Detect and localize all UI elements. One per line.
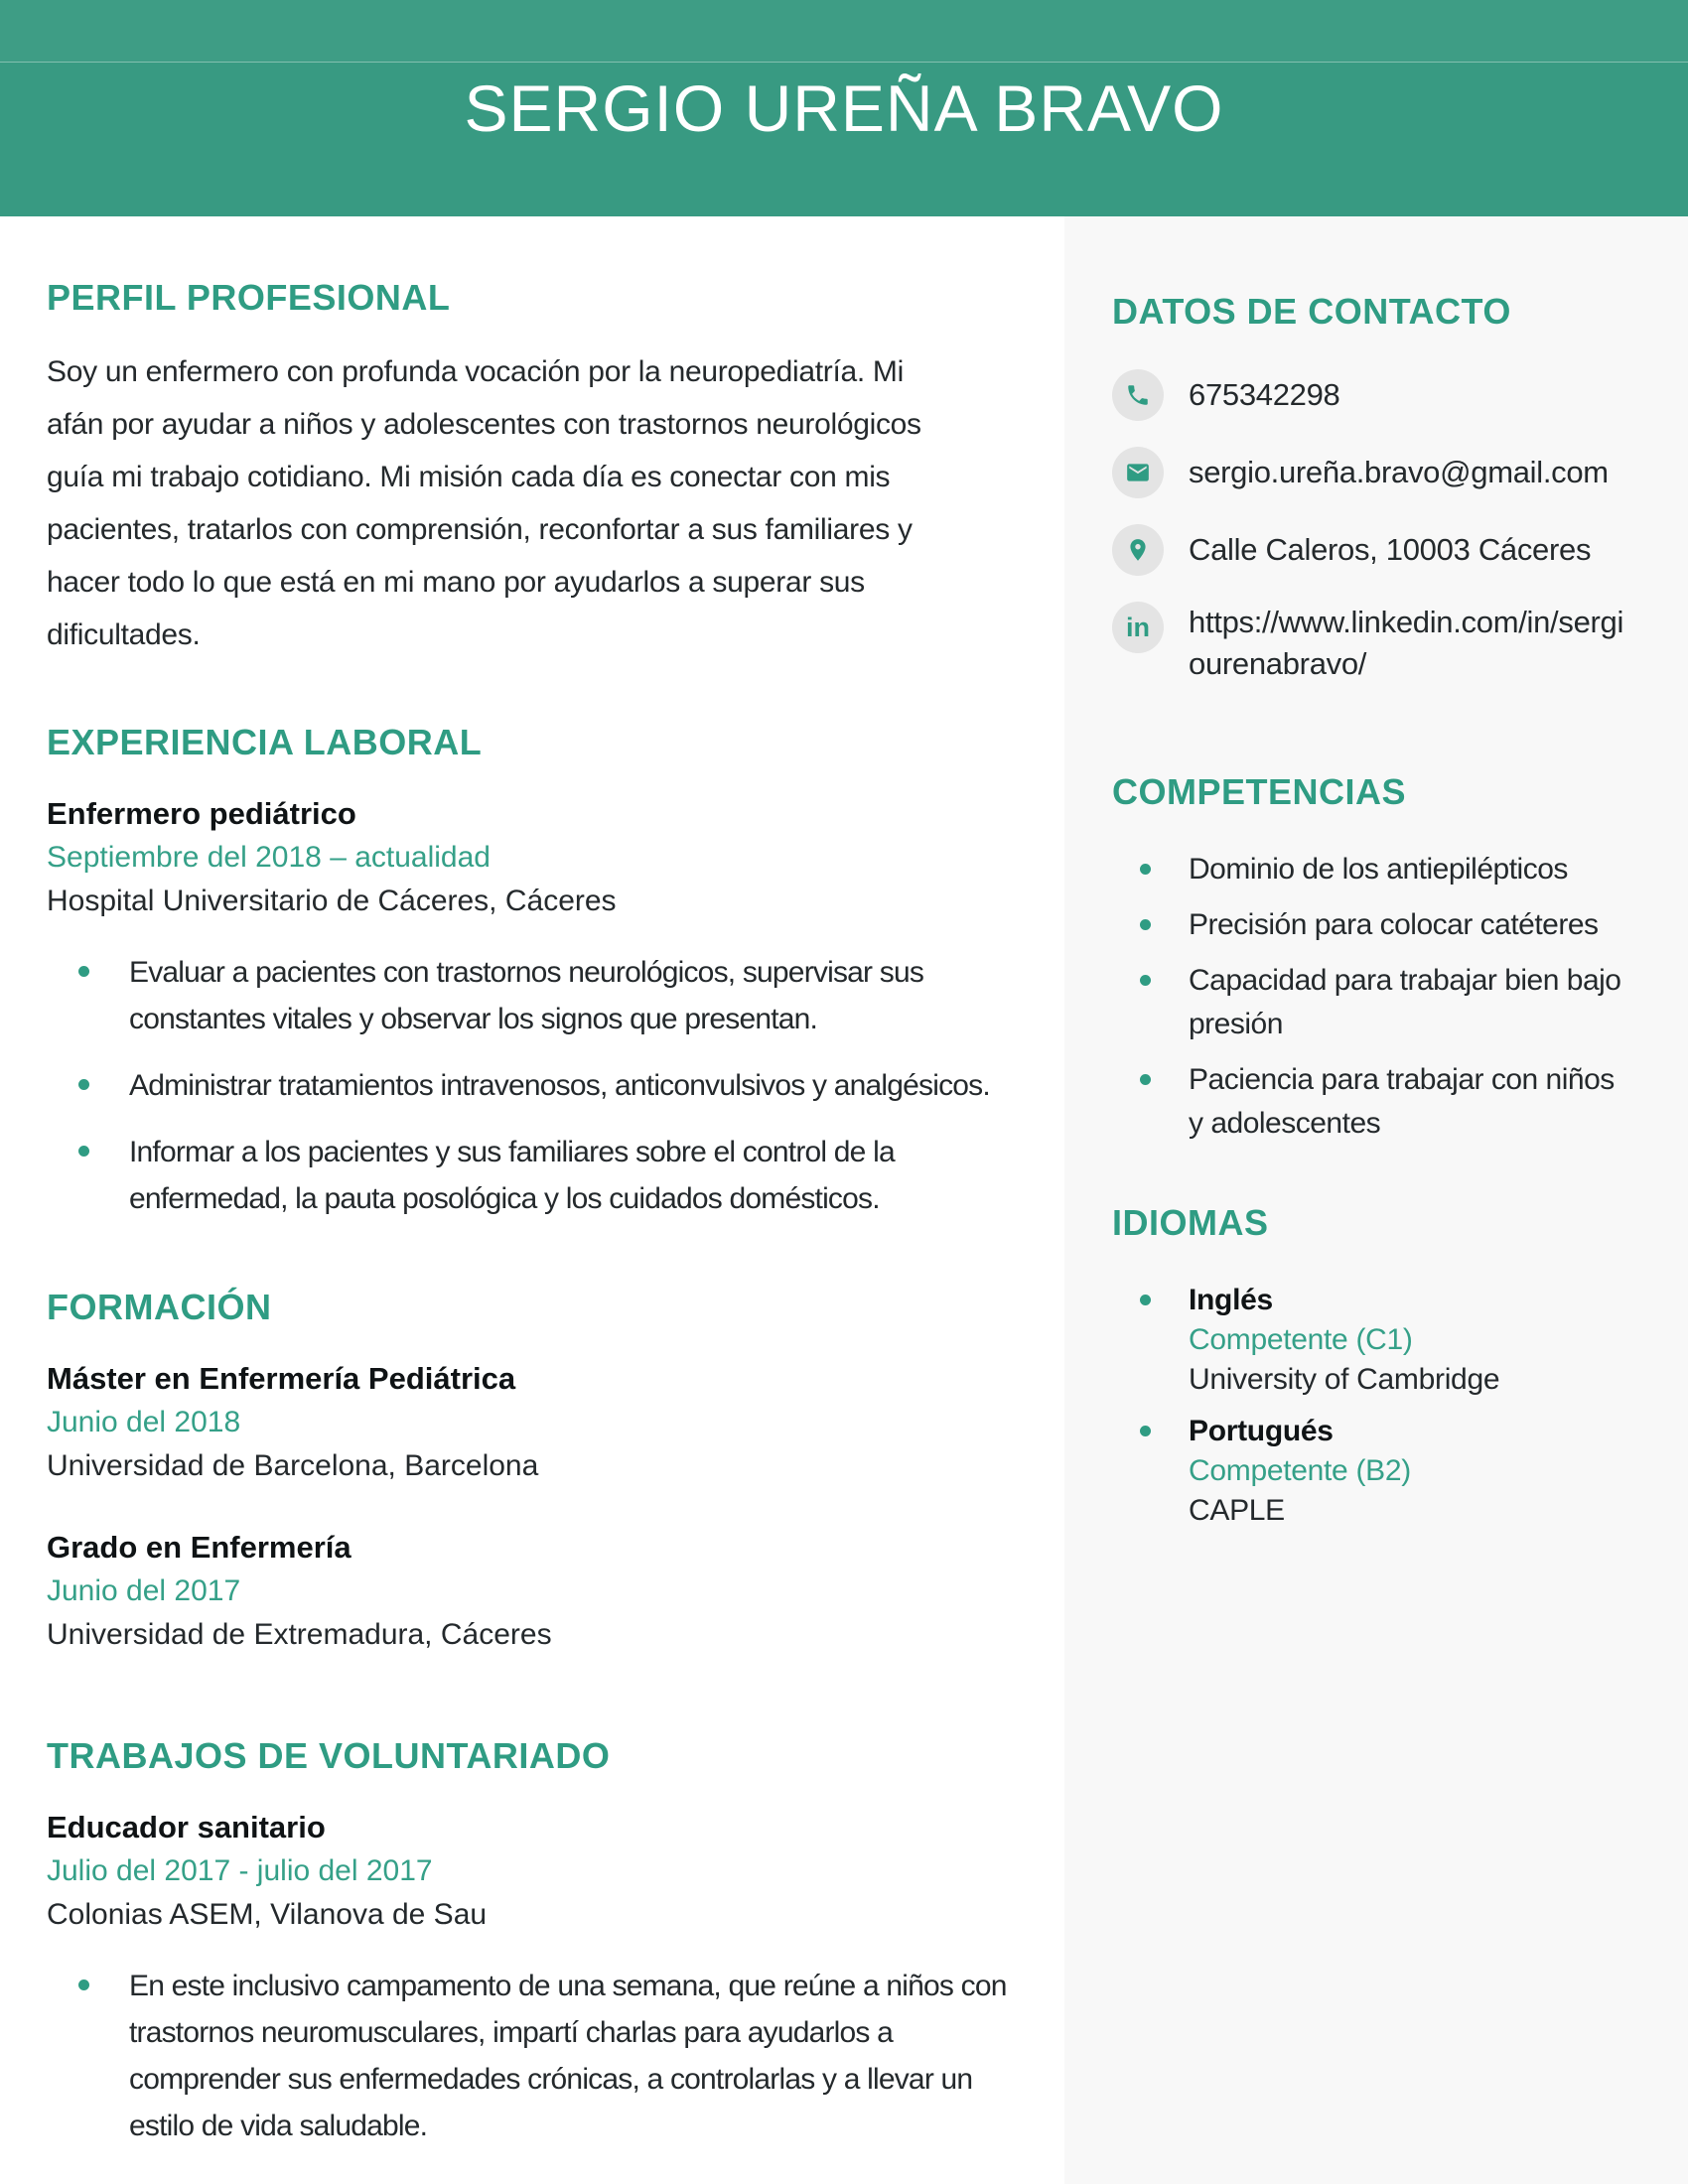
phone-icon-glyph — [1125, 382, 1151, 408]
language-cert: University of Cambridge — [1189, 1363, 1500, 1396]
bullet-icon — [1140, 864, 1151, 875]
bullet-icon — [78, 1146, 89, 1157]
bullet-icon — [1140, 1295, 1151, 1305]
contact-list — [1112, 369, 1632, 685]
email-icon-glyph — [1125, 460, 1151, 485]
language-level: Competente (C1) — [1189, 1323, 1413, 1356]
experience-heading: EXPERIENCIA LABORAL — [47, 722, 483, 762]
bullet-text: Evaluar a pacientes con trastornos neurológicos, supervisar sus constantes vitales y observar los signos que presentan. — [129, 956, 924, 1035]
volunteer-heading: TRABAJOS DE VOLUNTARIADO — [47, 1735, 611, 1776]
bullet-icon — [1140, 1074, 1151, 1085]
phone-value: 675342298 — [1189, 377, 1340, 412]
bullet-text: Administrar tratamientos intravenosos, anticonvulsivos y analgésicos. — [129, 1069, 990, 1102]
linkedin-icon — [1112, 602, 1164, 653]
main-column — [47, 216, 1030, 2169]
section-volunteer — [47, 1734, 1030, 2149]
list-item — [47, 949, 1030, 1042]
list-item — [1112, 903, 1632, 947]
bullet-icon — [1140, 919, 1151, 930]
education-item — [47, 1526, 1030, 1657]
bullet-icon — [78, 1079, 89, 1090]
bullet-icon — [1140, 1426, 1151, 1436]
skill-text: Dominio de los antiepilépticos — [1189, 853, 1568, 886]
language-block — [1189, 1412, 1632, 1531]
bullet-text: Informar a los pacientes y sus familiares sobre el control de la enfermedad, la pauta posológica y los cuidados domésticos. — [129, 1136, 895, 1215]
list-item — [1112, 1281, 1632, 1400]
language-name: Portugués — [1189, 1415, 1334, 1447]
languages-heading: IDIOMAS — [1112, 1202, 1269, 1243]
job-place: Hospital Universitario de Cáceres, Cáceres — [47, 885, 617, 917]
bullet-icon — [1140, 975, 1151, 986]
skills-heading: COMPETENCIAS — [1112, 771, 1407, 812]
skill-text: Paciencia para trabajar con niños y adolescentes — [1189, 1063, 1615, 1140]
contact-row-address — [1112, 524, 1632, 576]
header — [0, 0, 1688, 216]
location-icon-glyph — [1125, 537, 1151, 563]
contact-row-email — [1112, 447, 1632, 498]
skill-text: Capacidad para trabajar bien bajo presión — [1189, 964, 1621, 1040]
language-level: Competente (B2) — [1189, 1454, 1411, 1487]
section-contact — [1112, 290, 1632, 685]
education-item — [47, 1357, 1030, 1488]
job-item — [47, 792, 1030, 1222]
list-item — [47, 1963, 1030, 2149]
languages-list — [1112, 1281, 1632, 1531]
linkedin-icon-glyph: in — [1126, 612, 1150, 642]
contact-heading: DATOS DE CONTACTO — [1112, 291, 1511, 332]
section-languages — [1112, 1201, 1632, 1531]
phone-icon — [1112, 369, 1164, 421]
sidebar — [1064, 216, 1688, 2184]
location-icon — [1112, 524, 1164, 576]
education-dates: Junio del 2018 — [47, 1406, 241, 1438]
education-place: Universidad de Extremadura, Cáceres — [47, 1618, 552, 1651]
section-experience — [47, 721, 1030, 1222]
language-block — [1189, 1281, 1632, 1400]
volunteer-bullets — [47, 1963, 1030, 2149]
skill-text: Precisión para colocar catéteres — [1189, 908, 1599, 941]
contact-row-phone — [1112, 369, 1632, 421]
job-title: Enfermero pediátrico — [47, 796, 356, 831]
bullet-icon — [78, 1979, 89, 1990]
profile-heading: PERFIL PROFESIONAL — [47, 277, 451, 318]
email-value[interactable]: sergio.ureña.bravo@gmail.com — [1189, 455, 1609, 489]
volunteer-item — [47, 1806, 1030, 2149]
list-item — [47, 1129, 1030, 1222]
job-dates: Septiembre del 2018 – actualidad — [47, 841, 491, 874]
address-value: Calle Caleros, 10003 Cáceres — [1189, 532, 1592, 567]
contact-row-linkedin — [1112, 602, 1632, 685]
email-icon — [1112, 447, 1164, 498]
skills-list — [1112, 848, 1632, 1146]
education-title: Máster en Enfermería Pediátrica — [47, 1361, 516, 1396]
linkedin-value[interactable]: https://www.linkedin.com/in/sergiourenabravo/ — [1189, 605, 1624, 681]
volunteer-place: Colonias ASEM, Vilanova de Sau — [47, 1898, 488, 1931]
list-item — [47, 1062, 1030, 1109]
volunteer-dates: Julio del 2017 - julio del 2017 — [47, 1854, 433, 1887]
section-education — [47, 1286, 1030, 1657]
list-item — [1112, 848, 1632, 891]
list-item — [1112, 959, 1632, 1046]
person-name: SERGIO UREÑA BRAVO — [464, 71, 1224, 145]
bullet-icon — [78, 966, 89, 977]
list-item — [1112, 1412, 1632, 1531]
education-place: Universidad de Barcelona, Barcelona — [47, 1449, 539, 1482]
education-heading: FORMACIÓN — [47, 1287, 272, 1327]
volunteer-title: Educador sanitario — [47, 1810, 326, 1844]
list-item — [1112, 1058, 1632, 1146]
language-name: Inglés — [1189, 1284, 1273, 1316]
bullet-text: En este inclusivo campamento de una semana, que reúne a niños con trastornos neuromusculares, impartí charlas para ayudarlos a comprender sus enfermedades crónicas, a controlarlas y a llevar un estilo de vida saludable. — [129, 1970, 1007, 2142]
section-skills — [1112, 770, 1632, 1146]
education-title: Grado en Enfermería — [47, 1530, 352, 1565]
job-bullets — [47, 949, 1030, 1222]
profile-text: Soy un enfermero con profunda vocación por la neuropediatría. Mi afán por ayudar a niños y adolescentes con trastornos neurológicos guía mi trabajo cotidiano. Mi misión cada día es conectar con mis pacientes, tratarlos con comprensión, reconfortar a sus familiares y hacer todo lo que está en mi mano por ayudarlos a superar sus dificultades. — [47, 355, 921, 651]
section-profile — [47, 276, 1030, 661]
education-dates: Junio del 2017 — [47, 1574, 241, 1607]
language-cert: CAPLE — [1189, 1494, 1285, 1527]
